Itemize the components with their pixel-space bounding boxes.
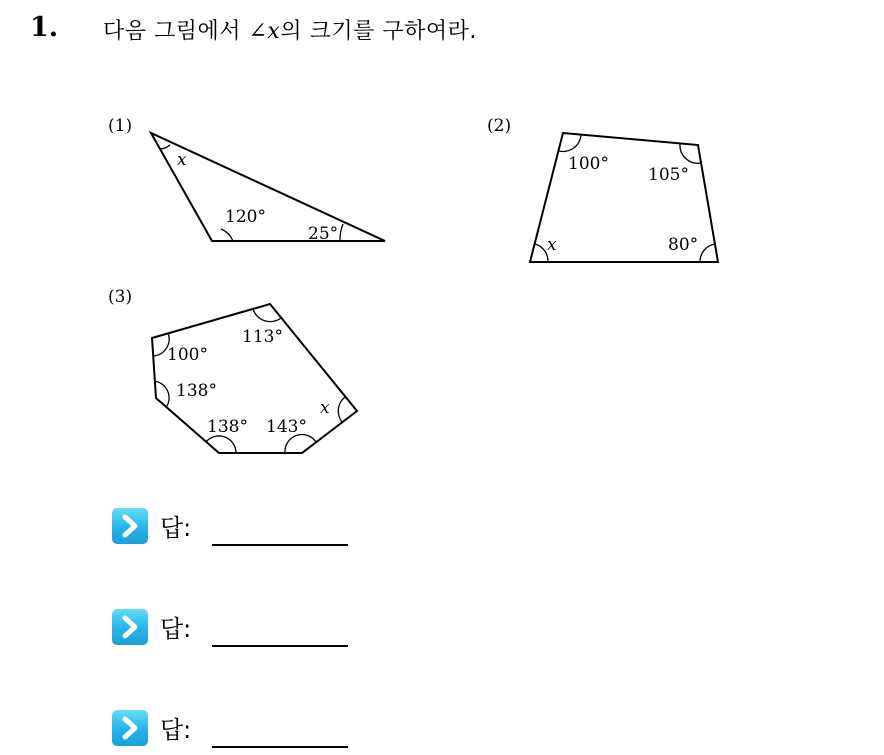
angle-label-105: 105° <box>648 165 689 185</box>
figure-2 <box>487 116 718 262</box>
angle-label-143: 143° <box>266 417 307 437</box>
figure-1 <box>108 116 385 244</box>
figure-3 <box>108 287 357 453</box>
angle-label-80: 80° <box>668 235 699 255</box>
angle-arc-80 <box>700 244 715 262</box>
angle-label-100: 100° <box>568 154 609 174</box>
answer-row-2 <box>112 609 412 649</box>
angle-arc-143 <box>285 435 316 453</box>
angle-arc-x <box>160 145 170 149</box>
answer-label: 답: <box>160 514 192 542</box>
question-text-before: 다음 그림에서 <box>103 19 249 44</box>
angle-symbol: ∠x <box>248 19 281 44</box>
angle-label-138a: 138° <box>176 381 217 401</box>
chevron-right-icon <box>112 609 148 645</box>
figure-1-label: (1) <box>108 116 133 136</box>
question-text-after: 의 크기를 구하여라. <box>280 19 477 44</box>
answer-row-3 <box>112 710 412 750</box>
angle-label-x: x <box>177 150 187 170</box>
figure-3-label: (3) <box>108 287 133 307</box>
angle-arc-25 <box>340 224 343 241</box>
answer-row-1 <box>112 508 412 548</box>
figure-2-label: (2) <box>487 116 512 136</box>
angle-label-120: 120° <box>225 207 266 227</box>
angle-label-x2: x <box>547 235 557 255</box>
angle-label-25: 25° <box>308 224 339 244</box>
angle-label-100b: 100° <box>167 345 208 365</box>
answer-label: 답: <box>160 615 192 643</box>
angle-label-138b: 138° <box>207 417 248 437</box>
angle-label-x3: x <box>320 398 330 418</box>
answer-blank[interactable] <box>212 746 348 748</box>
angle-arc-120 <box>221 229 233 241</box>
answer-blank[interactable] <box>212 645 348 647</box>
chevron-right-icon <box>112 508 148 544</box>
chevron-right-icon <box>112 710 148 746</box>
angle-label-113: 113° <box>242 327 283 347</box>
answer-blank[interactable] <box>212 544 348 546</box>
answer-label: 답: <box>160 716 192 744</box>
angle-arc-x3 <box>338 397 345 422</box>
question-number: 1. <box>30 12 59 43</box>
